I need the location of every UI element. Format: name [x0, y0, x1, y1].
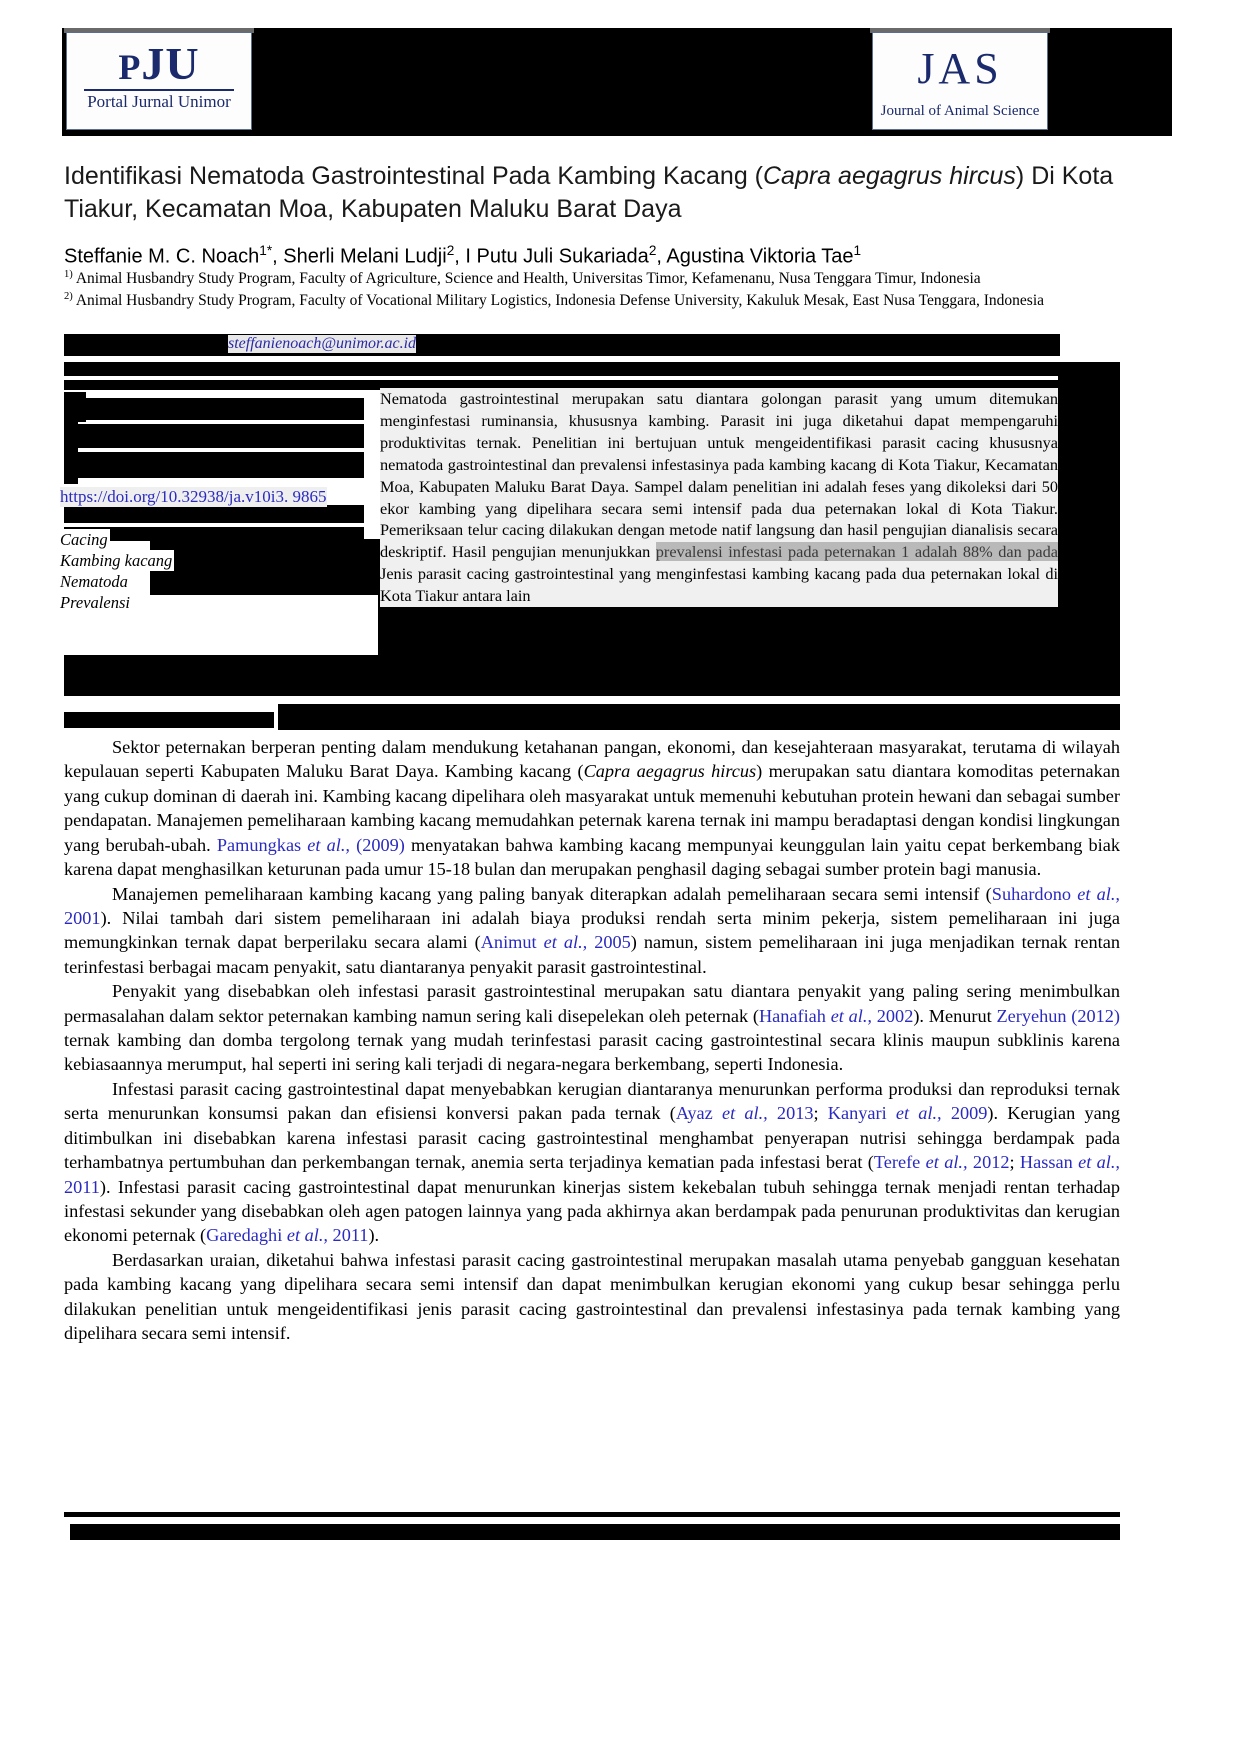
redaction-block-wide	[64, 666, 1120, 696]
affiliation-2	[64, 290, 1074, 312]
citation-link[interactable]: Terefe et al., 2012	[873, 1152, 1010, 1173]
citation-link[interactable]: Animut et al., 2005	[480, 932, 631, 953]
citation-link[interactable]: Zeryehun (2012)	[996, 1005, 1121, 1026]
species-name: Capra aegagrus hircus	[583, 761, 757, 782]
citation-link[interactable]: Hassan et al., 2011	[64, 1152, 1120, 1197]
body-text-run: ;	[1009, 1152, 1020, 1173]
body-text-run: ternak kambing dan domba tergolong ternak yang mudah terinfestasi parasit cacing gastrointestinal secara klinis maupun subklinis karena kebiasaannya merumput, hal seperti ini sering kali terjadi di negara-negara berkembang, seperti Indonesia.	[64, 1030, 1120, 1075]
corresponding-email[interactable]: steffanienoach@unimor.ac.id	[228, 335, 417, 352]
body-paragraph	[64, 979, 1120, 1077]
pju-letter-p: P	[118, 47, 142, 87]
body-text-run: ). Kerugian yang ditimbulkan ini disebabkan karena infestasi parasit cacing gastrointestinal menghambat penyerapan nutrisi sehingga berdampak pada terhambatnya pertumbuhan dan perkembangan ternak, anemia serta terjadinya kematian pada infestasi berat (	[64, 1103, 1121, 1173]
affiliation-2-marker: 2)	[64, 290, 73, 302]
body-text-run: Berdasarkan uraian, diketahui bahwa infestasi parasit cacing gastrointestinal merupakan masalah utama penyebab gangguan kesehatan pada kambing kacang yang dipelihara secara semi intensif dan dapat menimbulkan kerugian ekonomi yang cukup besar sehingga perlu dilakukan penelitian untuk mengeidentifikasi jenis parasit cacing gastrointestinal dan prevalensi infestasinya pada ternak kambing yang dipelihara secara semi intensif.	[64, 1249, 1120, 1344]
body-text-run: ;	[813, 1103, 828, 1124]
introduction-body	[64, 735, 1120, 1346]
body-text-run: menyatakan bahwa kambing kacang mempunyai keunggulan lain yaitu cepat berkembang biak karena dapat menghasilkan keturunan pada umur 15-18 bulan dan merupakan penghasil daging sebagai sumber protein bagi manusia.	[64, 834, 1121, 880]
affiliation-2-text: Animal Husbandry Study Program, Faculty of Vocational Military Logistics, Indonesia Defense University, Kakuluk Mesak, East Nusa Tenggara, Indonesia	[75, 292, 1045, 310]
affiliation-1	[64, 268, 1074, 290]
body-text-run: ) namun, sistem pemeliharaan ini juga menjadikan ternak rentan terinfestasi berbagai macam penyakit, satu diantaranya penyakit parasit gastrointestinal.	[64, 932, 1120, 977]
footer-rule	[64, 1512, 1120, 1517]
affiliation-1-text: Animal Husbandry Study Program, Faculty of Agriculture, Science and Health, Universitas Timor, Kefamenanu, Nusa Tenggara Timur, Indonesia	[75, 270, 981, 288]
redaction-sidebar-3	[64, 424, 364, 448]
jas-logo	[872, 32, 1048, 130]
keyword-item: Kambing kacang	[60, 551, 173, 571]
redaction-section-heading	[64, 712, 274, 728]
body-text-run: ).	[368, 1225, 380, 1246]
doi-link[interactable]: https://doi.org/10.32938/ja.v10i3. 9865	[60, 487, 327, 506]
title-species-name: Capra aegagrus hircus	[763, 162, 1016, 190]
citation-link[interactable]: Garedaghi et al., 2011	[206, 1225, 369, 1246]
abstract-part-2: Jenis parasit cacing gastrointestinal yang menginfestasi kambing kacang pada dua peternakan lokal di Kota Tiakur antara lain	[380, 564, 1058, 606]
body-text-run: ). Nilai tambah dari sistem pemeliharaan ini adalah biaya produksi rendah serta minim pekerja, sistem pemeliharaan ini juga memungkinkan ternak dapat berperilaku secara alami (	[64, 907, 1120, 953]
body-paragraph	[64, 1077, 1120, 1248]
body-paragraph	[64, 735, 1120, 882]
redaction-abstract-right	[1058, 362, 1120, 594]
redaction-sidebar-4	[64, 452, 364, 478]
redaction-sidebar-5	[64, 394, 78, 484]
citation-link[interactable]: Hanafiah et al., 2002	[758, 1005, 914, 1026]
citation-link[interactable]: Kanyari et al., 2009	[827, 1103, 988, 1124]
body-text-run: ). Infestasi parasit cacing gastrointestinal dapat menurunkan kinerjas sistem kekebalan tubuh sehingga ternak menjadi rentan terhadap infestasi sekunder yang disebabkan oleh agen patogen lainnya yang pada akhirnya akan berdampak pada penurunan produktivitas dan kerugian ekonomi peternak (	[64, 1176, 1120, 1246]
keyword-item: Cacing	[60, 530, 108, 549]
body-text-run: Sektor peternakan berperan penting dalam mendukung ketahanan pangan, ekonomi, dan kesejahteraan masyarakat, terutama di wilayah kepulauan seperti Kabupaten Maluku Barat Daya. Kambing kacang (	[64, 737, 1120, 782]
abstract-redacted-clause: prevalensi infestasi pada peternakan 1 adalah 88% dan pada	[655, 542, 1058, 562]
keyword-list	[60, 529, 210, 613]
pju-letters-ju: JU	[141, 38, 200, 89]
pju-subtitle: Portal Jurnal Unimor	[87, 92, 231, 111]
redaction-strip-2	[1060, 612, 1120, 618]
affiliation-1-marker: 1)	[64, 269, 73, 280]
body-text-run: ) merupakan satu diantara komoditas peternakan yang cukup dominan di daerah ini. Kambing kacang dipelihara oleh masyarakat untuk memenuhi kebutuhan protein hewani dan sebagai sumber pendapatan. Manajemen pemeliharaan kambing kacang memudahkan peternak karena ternak ini mampu beradaptasi dengan kondisi lingkungan yang berubah-ubah.	[64, 761, 1120, 855]
body-paragraph	[64, 882, 1120, 980]
redaction-section-bar	[278, 704, 1120, 730]
jas-wordmark: JAS	[917, 44, 1003, 93]
title-part-1: Identifikasi Nematoda Gastrointestinal Pada Kambing Kacang (	[64, 162, 763, 190]
affiliation-block	[64, 268, 1074, 312]
title-part-2: ) Di Kota Tiakur, Kecamatan Moa, Kabupaten Maluku Barat Daya	[64, 162, 1114, 223]
redaction-strip-4	[1060, 636, 1120, 642]
body-text-run: Infestasi parasit cacing gastrointestinal dapat menyebabkan kerugian diantaranya menurunkan performa produksi dan reproduksi ternak serta menurunkan konsumsi pakan dan efisiensi konversi pakan pada ternak (	[64, 1078, 1120, 1124]
citation-link[interactable]: Suhardono et al., 2001	[64, 883, 1120, 928]
abstract-part-1: Nematoda gastrointestinal merupakan satu diantara golongan parasit yang umum ditemukan menginfestasi ruminansia, khususnya kambing. Parasit ini juga diketahui dapat mempengaruhi produktivitas ternak. Penelitian ini bertujuan untuk mengeidentifikasi parasit cacing khususnya nematoda gastrointestinal dan prevalensi infestasinya pada kambing kacang di Kota Tiakur, Kecamatan Moa, Kabupaten Maluku Barat Daya. Sampel dalam penelitian ini adalah feses yang dikoleksi dari 50 ekor kambing yang dipelihara secara semi intensif pada dua peternakan lokal di Kota Tiakur. Pemeriksaan telur cacing dilakukan dengan metode natif langsung dan hasil pengujian dianalisis secara deskriptif. Hasil pengujian menunjukkan	[380, 389, 1058, 562]
author-list: Steffanie M. C. Noach$^{1*}$, Sherli Melani Ludji$^2$, I Putu Juli Sukariada$^2$, Agustina Viktoria Tae$^1$	[64, 243, 862, 268]
body-text-run: Manajemen pemeliharaan kambing kacang yang paling banyak diterapkan adalah pemeliharaan secara semi intensif (	[112, 883, 992, 904]
body-text-run: ). Menurut	[913, 1005, 997, 1026]
article-title	[64, 160, 1176, 226]
redaction-strip-1	[1060, 600, 1120, 606]
footer-band	[70, 1524, 1120, 1540]
body-text-run: Penyakit yang disebabkan oleh infestasi parasit gastrointestinal merupakan satu diantara penyakit yang paling sering menimbulkan permasalahan dalam sektor peternakan kambing namun sering kali disepelekan oleh peternak (	[64, 981, 1120, 1026]
redaction-corresponding-author	[64, 334, 1060, 356]
abstract-text	[380, 388, 1058, 607]
body-paragraph	[64, 1248, 1120, 1346]
pju-wordmark	[67, 38, 251, 89]
keyword-item: Prevalensi	[60, 593, 130, 613]
pju-logo	[66, 32, 252, 130]
redaction-strip-3	[1060, 624, 1120, 630]
pju-divider	[84, 89, 234, 91]
redaction-sidebar-6	[64, 505, 364, 523]
citation-link[interactable]: Pamungkas et al., (2009)	[216, 834, 405, 855]
redaction-band-a	[64, 362, 1120, 376]
redaction-sidebar-2	[64, 398, 364, 420]
citation-link[interactable]: Ayaz et al., 2013	[675, 1103, 814, 1124]
keyword-item: Nematoda	[60, 572, 128, 592]
jas-subtitle: Journal of Animal Science	[880, 103, 1040, 119]
